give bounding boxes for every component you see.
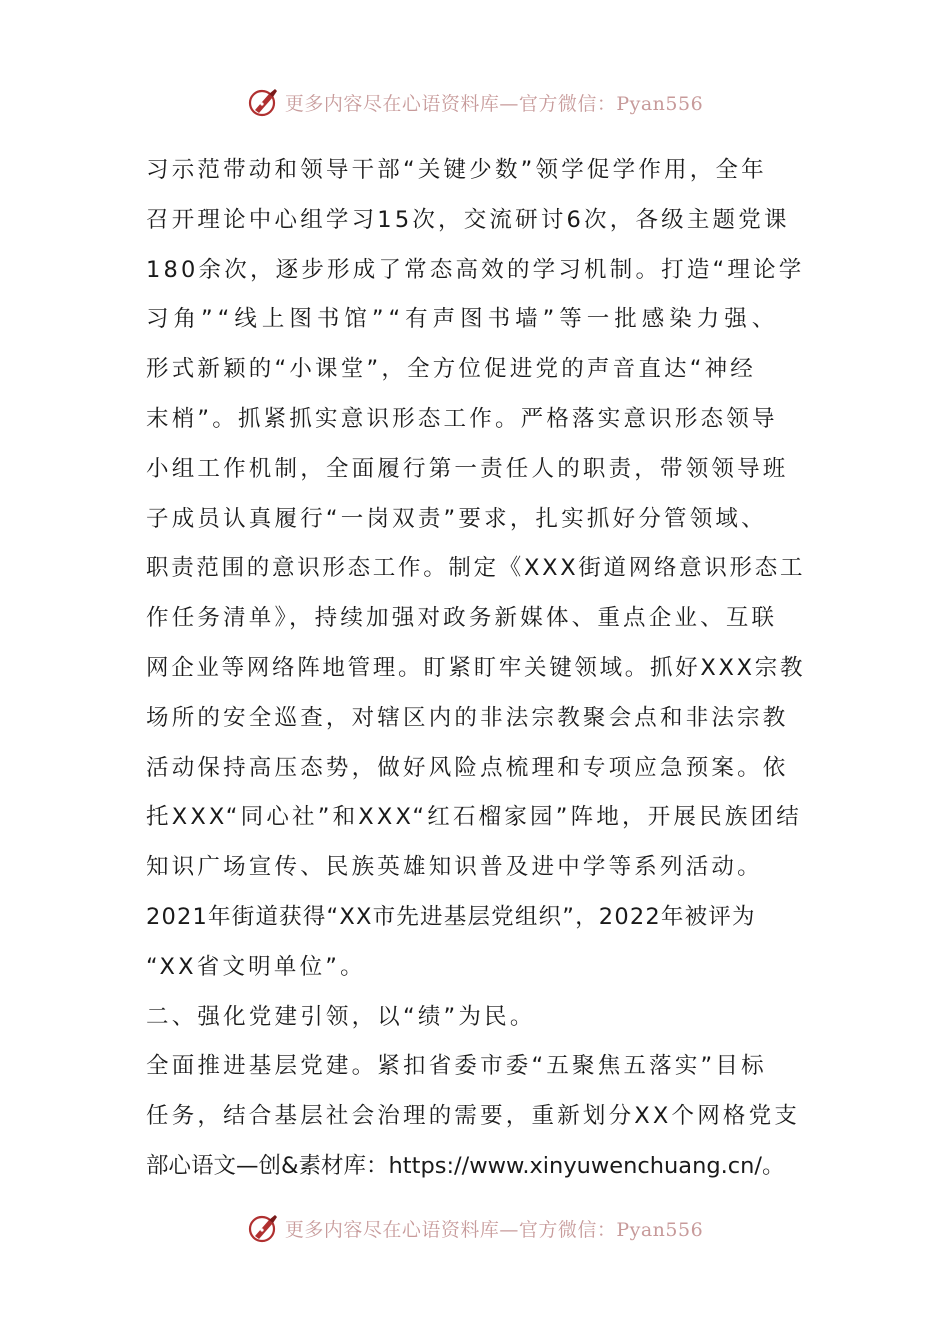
paragraph-line: 习角”“线上图书馆”“有声图书墙”等一批感染力强、 bbox=[146, 306, 780, 333]
document-body bbox=[146, 146, 810, 1192]
paragraph-line: 习示范带动和领导干部“关键少数”领学促学作用，全年 bbox=[146, 157, 767, 183]
paragraph-line: 部心语文—创&素材库：https://www.xinyuwenchuang.cn/。 bbox=[146, 1152, 785, 1179]
footer-watermark-banner bbox=[0, 1208, 950, 1248]
header-watermark-banner bbox=[0, 82, 950, 122]
paragraph-line: 知识广场宣传、民族英雄知识普及进中学等系列活动。 bbox=[146, 854, 763, 881]
watermark-text: 更多内容尽在心语资料库—官方微信：Pyan556 bbox=[284, 1218, 704, 1241]
paragraph-line: “XX省文明单位”。 bbox=[146, 953, 366, 980]
paragraph-line: 作任务清单》，持续加强对政务新媒体、重点企业、互联 bbox=[146, 605, 778, 632]
pen-nib-logo-icon bbox=[247, 1211, 281, 1245]
watermark-text: 更多内容尽在心语资料库—官方微信：Pyan556 bbox=[284, 92, 704, 115]
paragraph-line: 小组工作机制，全面履行第一责任人的职责，带领领导班 bbox=[146, 455, 789, 482]
paragraph-line: 网企业等网络阵地管理。盯紧盯牢关键领域。抓好XXX宗教 bbox=[146, 654, 806, 681]
paragraph-line: 任务，结合基层社会治理的需要，重新划分XX个网格党支 bbox=[146, 1103, 801, 1130]
paragraph-line: 末梢”。抓紧抓实意识形态工作。严格落实意识形态领导 bbox=[146, 405, 778, 432]
pen-nib-logo-icon bbox=[247, 85, 281, 119]
paragraph-line: 托XXX“同心社”和XXX“红石榴家园”阵地，开展民族团结 bbox=[146, 804, 802, 831]
paragraph-line: 召开理论中心组学习15次，交流研讨6次，各级主题党课 bbox=[146, 206, 790, 233]
paragraph-line: 全面推进基层党建。紧扣省委市委“五聚焦五落实”目标 bbox=[146, 1053, 767, 1080]
paragraph-line: 场所的安全巡查，对辖区内的非法宗教聚会点和非法宗教 bbox=[146, 704, 789, 731]
paragraph-line: 职责范围的意识形态工作。制定《XXX街道网络意识形态工 bbox=[146, 555, 806, 582]
section-heading: 二、强化党建引领，以“绩”为民。 bbox=[146, 1003, 536, 1030]
paragraph-line: 2021年街道获得“XX市先进基层党组织”，2022年被评为 bbox=[146, 903, 756, 930]
paragraph-line: 子成员认真履行“一岗双责”要求，扎实抓好分管领域、 bbox=[146, 505, 767, 532]
paragraph-line: 180余次，逐步形成了常态高效的学习机制。打造“理论学 bbox=[146, 256, 805, 283]
paragraph-line: 活动保持高压态势，做好风险点梳理和专项应急预案。依 bbox=[146, 754, 789, 781]
paragraph-line: 形式新颖的“小课堂”，全方位促进党的声音直达“神经 bbox=[146, 356, 756, 383]
